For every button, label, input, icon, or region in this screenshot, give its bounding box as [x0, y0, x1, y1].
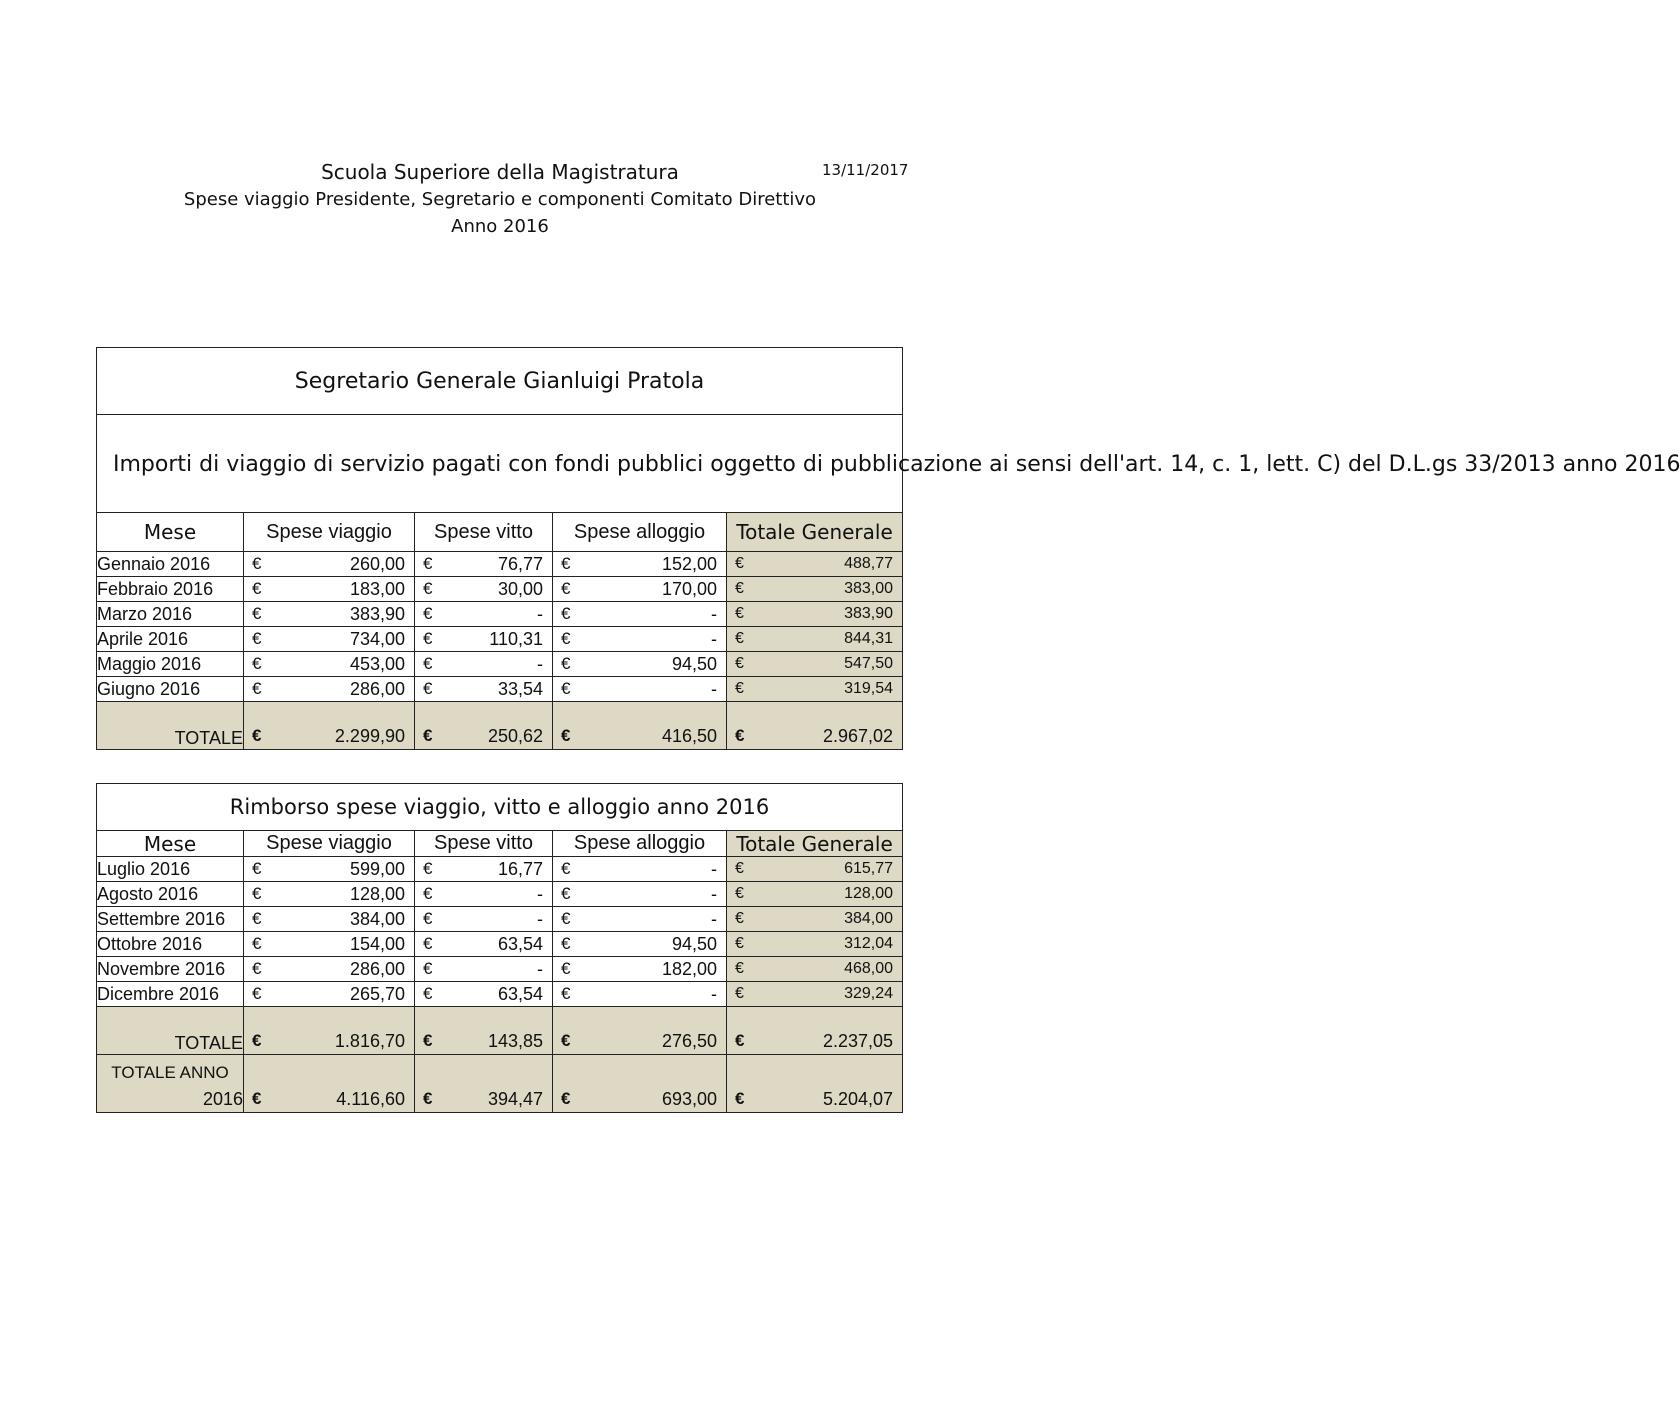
table-row	[97, 627, 903, 652]
euro-sign: €	[252, 984, 262, 1003]
spese-vitto-cell	[415, 932, 553, 957]
amount: 2.299,90	[334, 726, 405, 746]
euro-sign: €	[561, 1089, 571, 1108]
amount: -	[537, 908, 543, 929]
spese-alloggio-cell	[553, 652, 727, 677]
spese-viaggio-cell	[244, 907, 415, 932]
euro-sign: €	[561, 884, 571, 903]
spese-viaggio-cell	[244, 652, 415, 677]
spese-vitto-cell	[415, 677, 553, 702]
annual-total-label-line1: TOTALE ANNO	[111, 1063, 229, 1082]
amount: 383,90	[844, 605, 894, 622]
column-header-spese-vitto: Spese vitto	[415, 513, 553, 552]
spese-vitto-cell	[415, 627, 553, 652]
amount: 319,54	[844, 680, 894, 697]
amount: 844,31	[844, 630, 894, 647]
euro-sign: €	[561, 909, 571, 928]
table-row	[97, 677, 903, 702]
amount: 16,77	[497, 858, 543, 879]
amount: -	[711, 678, 717, 699]
euro-sign: €	[423, 1089, 433, 1108]
document-year: Anno 2016	[451, 216, 549, 237]
spese-viaggio-cell	[244, 627, 415, 652]
spese-viaggio-cell	[244, 857, 415, 882]
spese-viaggio-cell	[244, 882, 415, 907]
spese-alloggio-cell	[553, 882, 727, 907]
amount: 599,00	[349, 858, 405, 879]
spese-alloggio-cell	[553, 982, 727, 1007]
euro-sign: €	[252, 959, 262, 978]
column-header-spese-alloggio: Spese alloggio	[553, 513, 727, 552]
totale-generale-cell	[727, 857, 903, 882]
spese-viaggio-cell	[244, 957, 415, 982]
month-cell: Novembre 2016	[97, 957, 244, 982]
spese-viaggio-cell	[244, 602, 415, 627]
total-label	[97, 702, 244, 750]
spese-viaggio-cell	[244, 577, 415, 602]
euro-sign: €	[735, 726, 745, 745]
total-spese-alloggio	[553, 702, 727, 750]
euro-sign: €	[561, 654, 571, 673]
amount: -	[537, 883, 543, 904]
amount: 1.816,70	[334, 1031, 405, 1051]
euro-sign: €	[735, 680, 744, 697]
amount: 154,00	[349, 933, 405, 954]
amount: 286,00	[349, 958, 405, 979]
table-row	[97, 602, 903, 627]
amount: 63,54	[497, 983, 543, 1004]
table1-title: Segretario Generale Gianluigi Pratola	[97, 348, 903, 415]
spese-alloggio-cell	[553, 932, 727, 957]
euro-sign: €	[561, 604, 571, 623]
euro-sign: €	[252, 884, 262, 903]
totale-generale-cell	[727, 552, 903, 577]
amount: 329,24	[844, 985, 894, 1002]
euro-sign: €	[423, 554, 433, 573]
totale-generale-cell	[727, 677, 903, 702]
euro-sign: €	[735, 580, 744, 597]
amount: 615,77	[844, 860, 894, 877]
column-header-totale-generale: Totale Generale	[727, 831, 903, 857]
spese-alloggio-cell	[553, 857, 727, 882]
total-totale-generale	[727, 1007, 903, 1055]
amount: 110,31	[489, 628, 543, 649]
month-cell: Dicembre 2016	[97, 982, 244, 1007]
month-cell: Luglio 2016	[97, 857, 244, 882]
amount: 182,00	[661, 958, 717, 979]
amount: -	[711, 603, 717, 624]
euro-sign: €	[252, 679, 262, 698]
table-row	[97, 552, 903, 577]
totale-generale-cell	[727, 907, 903, 932]
month-cell: Gennaio 2016	[97, 552, 244, 577]
euro-sign: €	[735, 910, 744, 927]
amount: 4.116,60	[336, 1089, 405, 1109]
amount: 383,00	[844, 580, 894, 597]
euro-sign: €	[561, 984, 571, 1003]
spese-alloggio-cell	[553, 602, 727, 627]
total-spese-vitto	[415, 702, 553, 750]
spese-alloggio-cell	[553, 552, 727, 577]
amount: 547,50	[844, 655, 894, 672]
totale-generale-cell	[727, 957, 903, 982]
column-header-mese: Mese	[97, 513, 244, 552]
amount: -	[537, 958, 543, 979]
amount: 143,85	[487, 1031, 543, 1051]
amount: 94,50	[671, 933, 717, 954]
table1-header-row	[97, 513, 903, 552]
euro-sign: €	[735, 960, 744, 977]
amount: 2.967,02	[822, 726, 894, 746]
euro-sign: €	[423, 884, 433, 903]
amount: 128,00	[844, 885, 894, 902]
amount: 30,00	[497, 578, 543, 599]
totale-generale-cell	[727, 652, 903, 677]
euro-sign: €	[252, 909, 262, 928]
annual-total-spese-vitto	[415, 1055, 553, 1113]
spese-vitto-cell	[415, 577, 553, 602]
totale-generale-cell	[727, 577, 903, 602]
euro-sign: €	[423, 679, 433, 698]
amount: 183,00	[349, 578, 405, 599]
euro-sign: €	[735, 1031, 745, 1050]
euro-sign: €	[423, 604, 433, 623]
amount: 260,00	[349, 553, 405, 574]
euro-sign: €	[423, 959, 433, 978]
amount: 94,50	[671, 653, 717, 674]
spese-vitto-cell	[415, 957, 553, 982]
table-row	[97, 932, 903, 957]
amount: -	[711, 628, 717, 649]
document-subtitle: Spese viaggio Presidente, Segretario e componenti Comitato Direttivo	[183, 189, 817, 210]
table-row	[97, 982, 903, 1007]
column-header-spese-vitto: Spese vitto	[415, 831, 553, 857]
euro-sign: €	[561, 726, 571, 745]
annual-total-totale-generale	[727, 1055, 903, 1113]
amount: 250,62	[487, 726, 543, 746]
total-spese-viaggio	[244, 702, 415, 750]
month-cell: Maggio 2016	[97, 652, 244, 677]
total-label-text: TOTALE	[174, 728, 243, 748]
table1-description	[97, 415, 1680, 513]
column-header-spese-viaggio: Spese viaggio	[244, 831, 415, 857]
euro-sign: €	[423, 984, 433, 1003]
month-cell: Settembre 2016	[97, 907, 244, 932]
amount: 384,00	[844, 910, 894, 927]
amount: 265,70	[349, 983, 405, 1004]
travel-expenses-table-secretary	[96, 347, 1680, 750]
total-totale-generale	[727, 702, 903, 750]
amount: 394,47	[487, 1089, 543, 1109]
table1-description-text: Importi di viaggio di servizio pagati con fondi pubblici oggetto di pubblicazione ai sensi dell'art. 14, c. 1, lett. C) del D.L.gs 33/2013 anno 2016	[113, 452, 1680, 477]
table2-header-row	[97, 831, 903, 857]
amount: 416,50	[661, 726, 717, 746]
euro-sign: €	[561, 1031, 571, 1050]
total-label	[97, 1007, 244, 1055]
reimbursement-table	[96, 783, 903, 1113]
amount: 286,00	[349, 678, 405, 699]
totale-generale-cell	[727, 627, 903, 652]
spese-viaggio-cell	[244, 932, 415, 957]
totale-generale-cell	[727, 982, 903, 1007]
annual-total-label	[97, 1055, 244, 1113]
total-label-text: TOTALE	[174, 1033, 243, 1053]
euro-sign: €	[252, 629, 262, 648]
month-cell: Giugno 2016	[97, 677, 244, 702]
euro-sign: €	[735, 605, 744, 622]
totale-generale-cell	[727, 602, 903, 627]
euro-sign: €	[252, 604, 262, 623]
month-cell: Febbraio 2016	[97, 577, 244, 602]
spese-alloggio-cell	[553, 577, 727, 602]
month-cell: Ottobre 2016	[97, 932, 244, 957]
table2-total-row	[97, 1007, 903, 1055]
euro-sign: €	[252, 654, 262, 673]
euro-sign: €	[735, 885, 744, 902]
spese-viaggio-cell	[244, 552, 415, 577]
amount: -	[711, 883, 717, 904]
euro-sign: €	[561, 554, 571, 573]
amount: 276,50	[661, 1031, 717, 1051]
table-row	[97, 652, 903, 677]
euro-sign: €	[252, 726, 262, 745]
spese-viaggio-cell	[244, 982, 415, 1007]
spese-vitto-cell	[415, 907, 553, 932]
amount: -	[711, 908, 717, 929]
euro-sign: €	[423, 629, 433, 648]
spese-alloggio-cell	[553, 957, 727, 982]
euro-sign: €	[423, 654, 433, 673]
euro-sign: €	[735, 555, 744, 572]
euro-sign: €	[423, 726, 433, 745]
total-spese-alloggio	[553, 1007, 727, 1055]
column-header-spese-alloggio: Spese alloggio	[553, 831, 727, 857]
euro-sign: €	[423, 859, 433, 878]
euro-sign: €	[735, 1089, 745, 1108]
annual-total-row	[97, 1055, 903, 1113]
euro-sign: €	[561, 959, 571, 978]
euro-sign: €	[252, 934, 262, 953]
euro-sign: €	[252, 1031, 262, 1050]
spese-vitto-cell	[415, 552, 553, 577]
table-row	[97, 957, 903, 982]
amount: 152,00	[661, 553, 717, 574]
month-cell: Agosto 2016	[97, 882, 244, 907]
amount: 384,00	[349, 908, 405, 929]
spese-vitto-cell	[415, 857, 553, 882]
amount: 734,00	[349, 628, 405, 649]
amount: -	[711, 858, 717, 879]
annual-total-spese-alloggio	[553, 1055, 727, 1113]
euro-sign: €	[423, 579, 433, 598]
euro-sign: €	[561, 579, 571, 598]
amount: -	[537, 653, 543, 674]
euro-sign: €	[561, 629, 571, 648]
total-spese-viaggio	[244, 1007, 415, 1055]
amount: 170,00	[661, 578, 717, 599]
euro-sign: €	[423, 934, 433, 953]
amount: -	[537, 603, 543, 624]
table2-body	[97, 857, 903, 1007]
euro-sign: €	[252, 1089, 262, 1108]
euro-sign: €	[252, 859, 262, 878]
amount: 453,00	[349, 653, 405, 674]
table-row	[97, 577, 903, 602]
document-title: Scuola Superiore della Magistratura	[321, 160, 679, 184]
table-row	[97, 882, 903, 907]
amount: 63,54	[497, 933, 543, 954]
totale-generale-cell	[727, 882, 903, 907]
spese-vitto-cell	[415, 882, 553, 907]
spese-viaggio-cell	[244, 677, 415, 702]
table1-total-row	[97, 702, 903, 750]
column-header-totale-generale: Totale Generale	[727, 513, 903, 552]
total-spese-vitto	[415, 1007, 553, 1055]
amount: 2.237,05	[822, 1031, 894, 1051]
spese-alloggio-cell	[553, 907, 727, 932]
spese-vitto-cell	[415, 652, 553, 677]
amount: 128,00	[349, 883, 405, 904]
amount: 693,00	[661, 1089, 717, 1109]
amount: 5.204,07	[822, 1089, 894, 1109]
column-header-spese-viaggio: Spese viaggio	[244, 513, 415, 552]
annual-total-spese-viaggio	[244, 1055, 415, 1113]
table1-body	[97, 552, 903, 702]
spese-vitto-cell	[415, 982, 553, 1007]
amount: 488,77	[844, 555, 894, 572]
month-cell: Marzo 2016	[97, 602, 244, 627]
annual-total-label-line2: 2016	[202, 1089, 243, 1109]
table-row	[97, 857, 903, 882]
euro-sign: €	[252, 554, 262, 573]
euro-sign: €	[561, 934, 571, 953]
amount: 33,54	[497, 678, 543, 699]
column-header-mese: Mese	[97, 831, 244, 857]
amount: 468,00	[844, 960, 894, 977]
spese-vitto-cell	[415, 602, 553, 627]
euro-sign: €	[423, 909, 433, 928]
euro-sign: €	[252, 579, 262, 598]
amount: 383,90	[349, 603, 405, 624]
table-row	[97, 907, 903, 932]
euro-sign: €	[561, 859, 571, 878]
euro-sign: €	[735, 860, 744, 877]
euro-sign: €	[735, 935, 744, 952]
amount: 312,04	[844, 935, 894, 952]
amount: 76,77	[497, 553, 543, 574]
spese-alloggio-cell	[553, 677, 727, 702]
euro-sign: €	[735, 630, 744, 647]
euro-sign: €	[735, 985, 744, 1002]
totale-generale-cell	[727, 932, 903, 957]
spese-alloggio-cell	[553, 627, 727, 652]
amount: -	[711, 983, 717, 1004]
month-cell: Aprile 2016	[97, 627, 244, 652]
table2-title: Rimborso spese viaggio, vitto e alloggio anno 2016	[97, 784, 903, 831]
euro-sign: €	[423, 1031, 433, 1050]
euro-sign: €	[735, 655, 744, 672]
document-date: 13/11/2017	[822, 161, 909, 179]
euro-sign: €	[561, 679, 571, 698]
